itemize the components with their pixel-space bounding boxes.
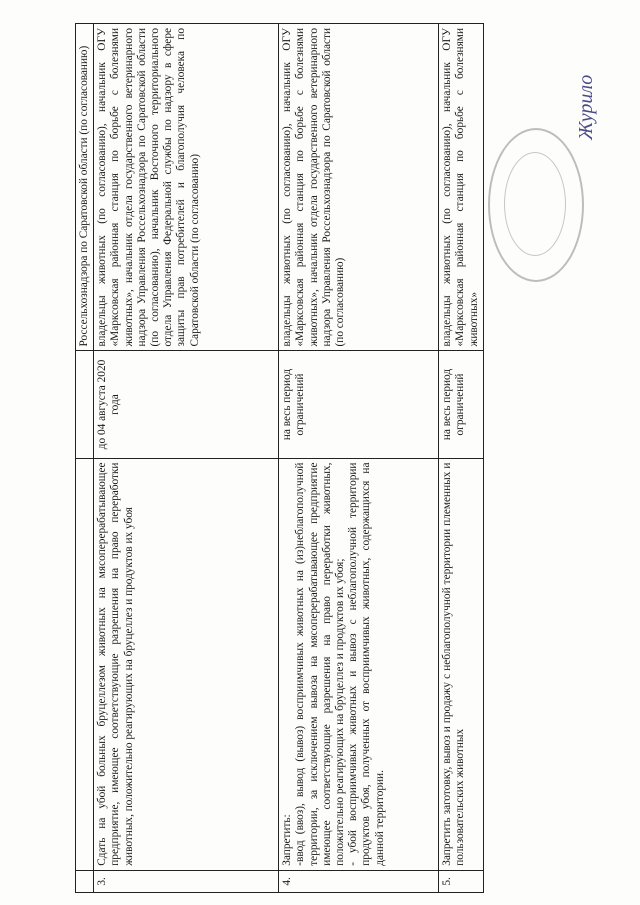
responsible-cell: Россельхознадзора по Саратовской области (по согласованию) <box>76 24 94 351</box>
row-number: 5. <box>439 870 484 892</box>
term-cell: на весь период ограничений <box>279 351 439 458</box>
table-row-continued <box>76 24 94 893</box>
rotated-table-sheet <box>75 23 550 893</box>
table-row <box>94 24 279 893</box>
row-number: 3. <box>94 870 279 892</box>
action-cell: Сдать на убой больных бруцеллезом животных на мясоперерабатывающее предприятие, имеющее соответствующие разрешения на право переработки животных, положительно реагирующих на бруцеллез и продуктов их убоя <box>94 458 279 870</box>
table-row <box>279 24 439 893</box>
measures-table <box>75 23 484 893</box>
term-cell: до 04 августа 2020 года <box>94 351 279 458</box>
official-stamp-inner <box>504 152 566 256</box>
table-row <box>439 24 484 893</box>
term-cell: на весь период ограничений <box>439 351 484 458</box>
action-cell <box>279 458 439 870</box>
action-cell: Запретить заготовку, вывоз и продажу с неблагополучной территории племенных и пользовательских животных <box>439 458 484 870</box>
responsible-cell: владельцы животных (по согласованию), начальник ОГУ «Марксовская районная станция по борьбе с болезнями животных», начальник отдела государственного ветеринарного надзора Управления Россельхознадзора по Саратовской области (по согласованию), начальник Восточного территориального отдела Управления Федеральной службы по надзору в сфере защиты прав потребителей и благополучия человека по Саратовской области (по согласованию) <box>94 24 279 351</box>
responsible-cell: владельцы животных (по согласованию), начальник ОГУ «Марксовская районная станция по борьбе с болезнями животных», начальник отдела государственного ветеринарного надзора Управления Россельхознадзора по Саратовской области (по согласованию) <box>279 24 439 351</box>
signature-text: Журило <box>575 74 597 140</box>
official-stamp <box>488 128 584 282</box>
responsible-cell: владельцы животных (по согласованию), начальник ОГУ «Марксовская районная станция по борьбе с болезнями животных» <box>439 24 484 351</box>
handwritten-signature <box>575 75 598 140</box>
action-line: Запретить: <box>281 814 294 866</box>
row-number: 4. <box>279 870 439 892</box>
action-line: - убой восприимчивых животных и вывоз с неблагополучной территории продуктов убоя, полученных от восприимчивых животных, содержащихся на данной территории. <box>347 462 386 866</box>
action-line: -ввод (ввоз), вывод (вывоз) восприимчивых животных на (из)неблагополучной территории, за исключением вывоза на мясоперерабатывающее предприятие имеющее соответствующие разрешения на право переработки животных, положительно реагирующих на бруцеллез и продуктов их убоя; <box>294 462 347 866</box>
